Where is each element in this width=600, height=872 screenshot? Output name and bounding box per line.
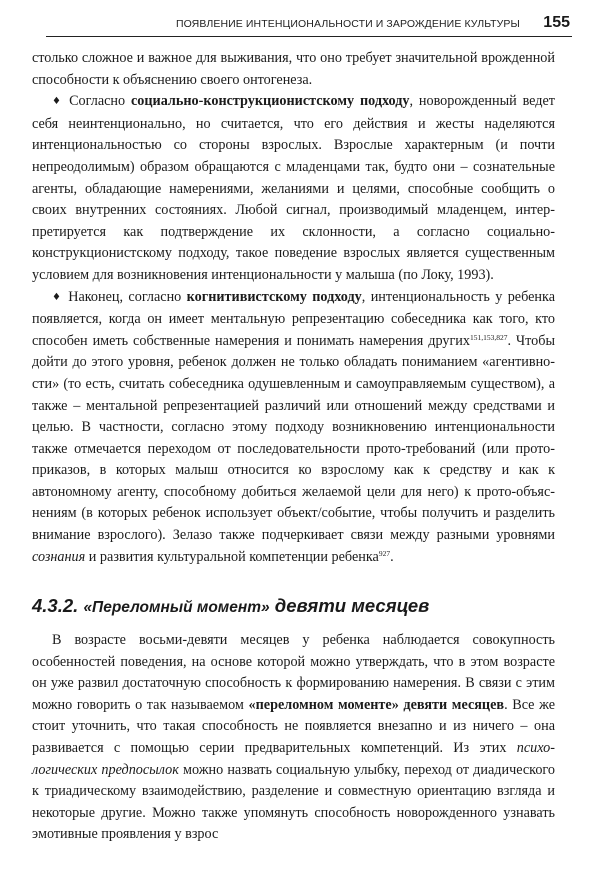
section-number: 4.3.2. xyxy=(32,595,79,616)
paragraph-continued: столько сложное и важное для выживания, что оно требует значительной врожденной способности к объяснению своего онтогенеза. xyxy=(32,50,555,88)
paragraph-cognitivist xyxy=(32,287,555,569)
paragraph-nine-months xyxy=(32,630,555,846)
page-number: 155 xyxy=(543,14,570,31)
running-head-title: ПОЯВЛЕНИЕ ИНТЕНЦИОНАЛЬНОСТИ И ЗАРОЖДЕНИЕ КУЛЬТУРЫ xyxy=(176,18,520,30)
reference-marker: 927 xyxy=(378,548,391,558)
main-text-lower xyxy=(32,630,555,846)
paragraph-social-constructionist xyxy=(32,91,555,286)
diamond-bullet-icon: ♦ xyxy=(52,96,64,108)
section-title-rest: девяти месяцев xyxy=(274,595,430,616)
italic-term-consciousness: сознания xyxy=(32,548,86,565)
term-social-constructionist: социально-конструкционистскому подходу xyxy=(130,93,410,110)
term-cognitivist: когнитивистскому подходу xyxy=(186,288,362,305)
italic-term-prerequisites: психологических предпосылок xyxy=(32,739,555,778)
paragraph-text: . Чтобы дойти до этого уровня, ребенок должен не только обладать пониманием «агентивности» (то есть, считать собеседника одушевленным и самоуправляемым существом), а также – ментальной репрезентацией различий или отношений между средствами и целью. В частности, согласно этому подходу возникновению интенциональности также отмечается переходом от последовательности прото-требований (или прото-приказов, в которых малыш относится ко взрослому как к средству и как к автономному агенту, способному добиться желаемой цели для него) к прото-объяснениям (в которых ребенок использует объект/событие, чтобы получить и разделить внимание взрослого). Зелазо также подчеркивает связи между разными уровнями xyxy=(32,332,556,544)
section-heading xyxy=(32,595,429,617)
main-text-upper xyxy=(32,48,555,568)
paragraph-text: , интенциональность у ребенка появляется, когда он имеет ментальную репрезентацию собеседника как того, кто способен иметь собственные намерения и понимать намерения других xyxy=(32,288,555,349)
diamond-bullet-icon: ♦ xyxy=(52,291,63,303)
paragraph-text: можно назвать социальную улыбку, переход от диадического к триадическому взаимодействию, разделение и совместную ориентацию взгляда и некоторые другие. Можно также упомянуть способность новорожденного узнавать эмотивные проявления у взрос xyxy=(32,761,555,843)
paragraph-text: . xyxy=(390,548,394,565)
paragraph-lead: Согласно xyxy=(69,93,131,110)
reference-marker: 151,153,827 xyxy=(469,332,508,342)
paragraph-lead: Наконец, согласно xyxy=(68,288,187,305)
paragraph-text: В возрасте восьми-девяти месяцев у ребенка наблюдается совокупность особенностей поведения, на основе которой можно утверждать, что в этом возрасте он уже развил достаточную способность к формированию намерения. В связи с этим можно говорить о так называемом xyxy=(32,632,555,713)
paragraph-text: , новорожденный ведет себя неинтенционально, но считается, что его действия и жесты наделяются интенциональностью со стороны взрослых. Взрослые характерным (и почти непреодолимым) образом обращаются с младенцами так, будто они – сознательные агенты, обладающие намерениями, желаниями и целями, способные сообщить о своих внутренних состояниях. Любой сигнал, производимый младенцем, интерпретируется как подтверждение их склонности, а согласно социально-конструкционистскому подходу, такое поведение взрослых является существенным условием для возникновения интенциональности у малыша (по Локу, 1993). xyxy=(32,93,556,283)
section-title-quoted: «Переломный момент» xyxy=(83,599,270,616)
paragraph-text: . Все же стоит уточнить, что такая способность не появляется внезапно и из ничего – она развивается с помощью серии предварительных компетенций. Из этих xyxy=(32,696,555,756)
term-turning-point: «переломном моменте» девяти месяцев xyxy=(248,696,505,713)
paragraph-text: и развития культуральной компетенции ребенка xyxy=(85,548,379,565)
running-head xyxy=(46,14,572,37)
